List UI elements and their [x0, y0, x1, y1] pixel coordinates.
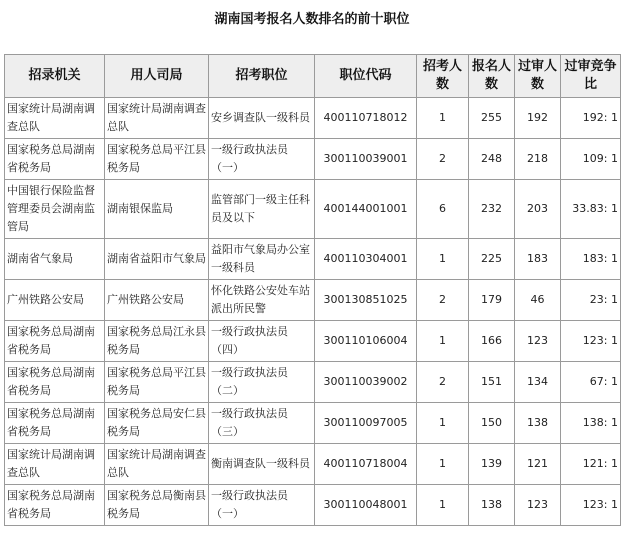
table-header-row — [5, 55, 621, 98]
cell-position-code: 300130851025 — [315, 280, 417, 321]
cell-approved-count: 138 — [515, 403, 561, 444]
cell-recruit-count: 2 — [417, 280, 469, 321]
header-position: 招考职位 — [209, 55, 315, 98]
cell-hiring-department: 湖南银保监局 — [105, 180, 209, 239]
cell-hiring-department: 国家税务总局衡南县税务局 — [105, 485, 209, 526]
cell-position: 一级行政执法员（一） — [209, 139, 315, 180]
cell-applicant-count: 150 — [469, 403, 515, 444]
cell-position: 益阳市气象局办公室一级科员 — [209, 239, 315, 280]
cell-hiring-department: 国家统计局湖南调查总队 — [105, 444, 209, 485]
cell-approved-count: 121 — [515, 444, 561, 485]
cell-recruiting-agency: 国家统计局湖南调查总队 — [5, 98, 105, 139]
cell-competition-ratio: 123: 1 — [561, 485, 621, 526]
cell-competition-ratio: 121: 1 — [561, 444, 621, 485]
cell-competition-ratio: 123: 1 — [561, 321, 621, 362]
header-position-code: 职位代码 — [315, 55, 417, 98]
cell-competition-ratio: 67: 1 — [561, 362, 621, 403]
cell-recruit-count: 1 — [417, 403, 469, 444]
cell-recruiting-agency: 广州铁路公安局 — [5, 280, 105, 321]
cell-position-code: 300110097005 — [315, 403, 417, 444]
cell-competition-ratio: 138: 1 — [561, 403, 621, 444]
cell-recruiting-agency: 国家税务总局湖南省税务局 — [5, 362, 105, 403]
cell-position-code: 400144001001 — [315, 180, 417, 239]
cell-hiring-department: 国家税务总局平江县税务局 — [105, 139, 209, 180]
header-recruit-count: 招考人数 — [417, 55, 469, 98]
cell-hiring-department: 国家统计局湖南调查总队 — [105, 98, 209, 139]
cell-applicant-count: 225 — [469, 239, 515, 280]
cell-approved-count: 46 — [515, 280, 561, 321]
table-body — [5, 98, 621, 526]
cell-recruit-count: 2 — [417, 139, 469, 180]
cell-hiring-department: 国家税务总局安仁县税务局 — [105, 403, 209, 444]
header-recruiting-agency: 招录机关 — [5, 55, 105, 98]
cell-position: 安乡调查队一级科员 — [209, 98, 315, 139]
cell-applicant-count: 151 — [469, 362, 515, 403]
cell-competition-ratio: 183: 1 — [561, 239, 621, 280]
cell-position: 一级行政执法员（二） — [209, 362, 315, 403]
cell-applicant-count: 166 — [469, 321, 515, 362]
table-row — [5, 444, 621, 485]
table-row — [5, 98, 621, 139]
table-row — [5, 180, 621, 239]
cell-approved-count: 123 — [515, 321, 561, 362]
cell-hiring-department: 广州铁路公安局 — [105, 280, 209, 321]
table-row — [5, 321, 621, 362]
cell-position-code: 400110718004 — [315, 444, 417, 485]
cell-recruit-count: 1 — [417, 98, 469, 139]
cell-applicant-count: 139 — [469, 444, 515, 485]
cell-applicant-count: 179 — [469, 280, 515, 321]
cell-competition-ratio: 109: 1 — [561, 139, 621, 180]
cell-recruit-count: 1 — [417, 321, 469, 362]
ranking-table — [4, 54, 621, 526]
cell-position: 一级行政执法员（一） — [209, 485, 315, 526]
header-applicant-count: 报名人数 — [469, 55, 515, 98]
cell-approved-count: 192 — [515, 98, 561, 139]
cell-applicant-count: 248 — [469, 139, 515, 180]
cell-recruit-count: 2 — [417, 362, 469, 403]
cell-approved-count: 134 — [515, 362, 561, 403]
cell-hiring-department: 国家税务总局江永县税务局 — [105, 321, 209, 362]
cell-competition-ratio: 33.83: 1 — [561, 180, 621, 239]
cell-recruit-count: 1 — [417, 485, 469, 526]
cell-competition-ratio: 192: 1 — [561, 98, 621, 139]
cell-position-code: 300110048001 — [315, 485, 417, 526]
cell-recruit-count: 1 — [417, 444, 469, 485]
table-row — [5, 239, 621, 280]
cell-recruiting-agency: 国家税务总局湖南省税务局 — [5, 403, 105, 444]
page-title: 湖南国考报名人数排名的前十职位 — [214, 12, 410, 27]
cell-position-code: 300110039002 — [315, 362, 417, 403]
cell-position: 监管部门一级主任科员及以下 — [209, 180, 315, 239]
cell-position-code: 300110039001 — [315, 139, 417, 180]
header-approved-count: 过审人数 — [515, 55, 561, 98]
cell-applicant-count: 232 — [469, 180, 515, 239]
cell-approved-count: 218 — [515, 139, 561, 180]
header-competition-ratio: 过审竞争比 — [561, 55, 621, 98]
cell-position: 衡南调查队一级科员 — [209, 444, 315, 485]
cell-position: 一级行政执法员（三） — [209, 403, 315, 444]
table-row — [5, 139, 621, 180]
cell-hiring-department: 国家税务总局平江县税务局 — [105, 362, 209, 403]
cell-approved-count: 203 — [515, 180, 561, 239]
cell-position-code: 400110718012 — [315, 98, 417, 139]
cell-recruit-count: 6 — [417, 180, 469, 239]
cell-recruit-count: 1 — [417, 239, 469, 280]
cell-recruiting-agency: 国家统计局湖南调查总队 — [5, 444, 105, 485]
cell-competition-ratio: 23: 1 — [561, 280, 621, 321]
cell-position-code: 300110106004 — [315, 321, 417, 362]
table-row — [5, 403, 621, 444]
cell-recruiting-agency: 湖南省气象局 — [5, 239, 105, 280]
cell-applicant-count: 138 — [469, 485, 515, 526]
table-row — [5, 280, 621, 321]
cell-recruiting-agency: 国家税务总局湖南省税务局 — [5, 321, 105, 362]
cell-recruiting-agency: 中国银行保险监督管理委员会湖南监管局 — [5, 180, 105, 239]
table-row — [5, 362, 621, 403]
cell-hiring-department: 湖南省益阳市气象局 — [105, 239, 209, 280]
cell-position: 怀化铁路公安处车站派出所民警 — [209, 280, 315, 321]
cell-approved-count: 123 — [515, 485, 561, 526]
header-hiring-department: 用人司局 — [105, 55, 209, 98]
cell-approved-count: 183 — [515, 239, 561, 280]
cell-applicant-count: 255 — [469, 98, 515, 139]
table-row — [5, 485, 621, 526]
cell-position-code: 400110304001 — [315, 239, 417, 280]
cell-recruiting-agency: 国家税务总局湖南省税务局 — [5, 139, 105, 180]
cell-position: 一级行政执法员（四） — [209, 321, 315, 362]
cell-recruiting-agency: 国家税务总局湖南省税务局 — [5, 485, 105, 526]
